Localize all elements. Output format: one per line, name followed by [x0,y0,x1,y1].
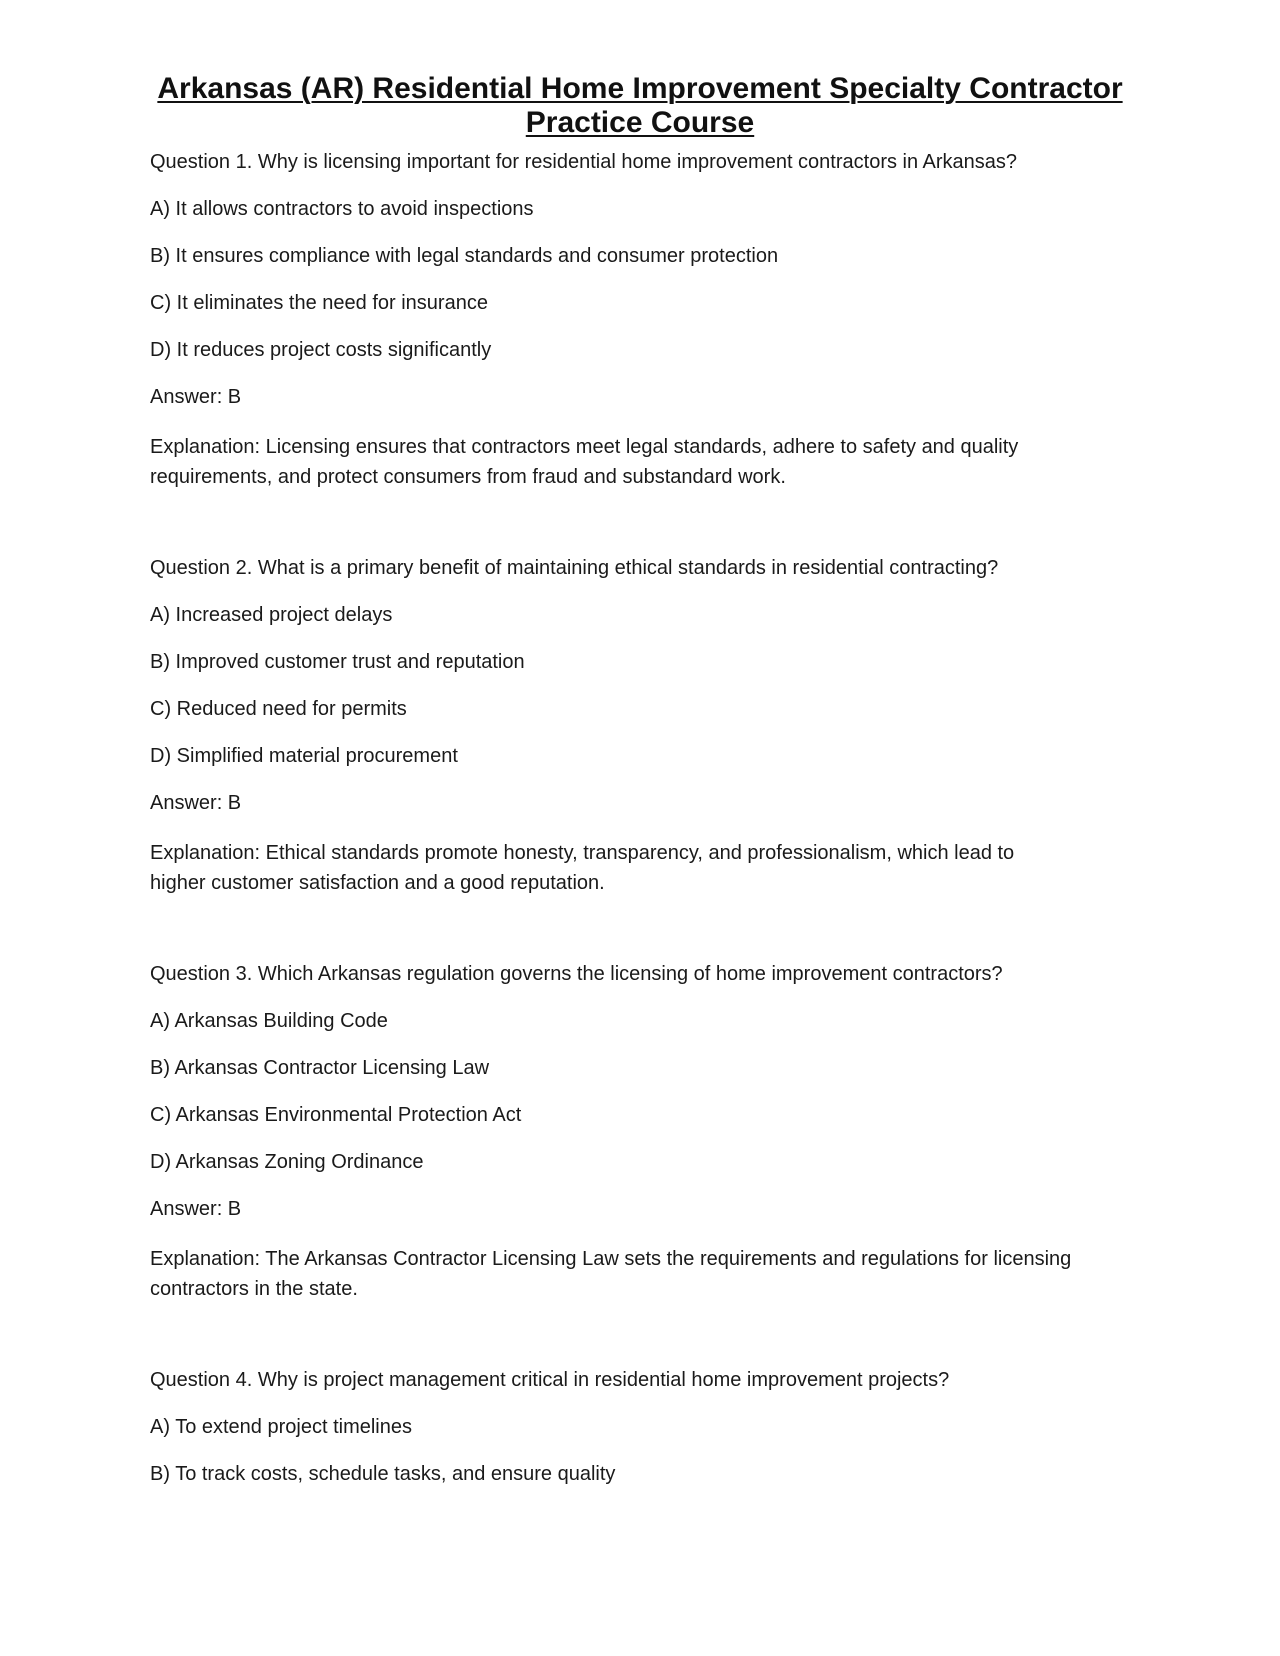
explanation-line-1: Explanation: Licensing ensures that contractors meet legal standards, adhere to safety and quality [150,436,1019,458]
option-a: A) Arkansas Building Code [150,1010,388,1032]
question-block-4 [150,1368,1130,1486]
option-b: B) To track costs, schedule tasks, and ensure quality [150,1463,616,1485]
question-text: Question 1. Why is licensing important for residential home improvement contractors in Arkansas? [150,151,1018,173]
explanation-line-2: contractors in the state. [150,1278,358,1300]
option-a: A) Increased project delays [150,604,393,626]
option-d: D) Arkansas Zoning Ordinance [150,1151,424,1173]
question-block-3 [150,962,1130,1304]
explanation-text [150,1244,1130,1304]
question-text: Question 2. What is a primary benefit of maintaining ethical standards in residential contracting? [150,557,999,579]
question-list [150,150,1130,1550]
question-block-2 [150,556,1130,898]
explanation-text [150,432,1130,492]
option-c: C) It eliminates the need for insurance [150,292,488,314]
option-a: A) To extend project timelines [150,1416,412,1438]
explanation-line-1: Explanation: The Arkansas Contractor Licensing Law sets the requirements and regulations for licensing [150,1248,1072,1270]
explanation-line-2: requirements, and protect consumers from fraud and substandard work. [150,466,786,488]
question-block-1 [150,150,1130,492]
option-d: D) It reduces project costs significantly [150,339,492,361]
document-title-line-1: Arkansas (AR) Residential Home Improvement Specialty Contractor [157,72,1123,105]
option-c: C) Arkansas Environmental Protection Act [150,1104,522,1126]
option-a: A) It allows contractors to avoid inspections [150,198,534,220]
option-b: B) It ensures compliance with legal standards and consumer protection [150,245,779,267]
option-b: B) Improved customer trust and reputation [150,651,525,673]
option-c: C) Reduced need for permits [150,698,407,720]
explanation-text [150,838,1130,898]
option-b: B) Arkansas Contractor Licensing Law [150,1057,490,1079]
document-title-line-2: Practice Course [525,106,755,139]
answer-text: Answer: B [150,386,242,408]
explanation-line-1: Explanation: Ethical standards promote honesty, transparency, and professionalism, which lead to [150,842,1015,864]
option-d: D) Simplified material procurement [150,745,458,767]
answer-text: Answer: B [150,1198,242,1220]
question-text: Question 4. Why is project management critical in residential home improvement projects? [150,1369,950,1391]
question-text: Question 3. Which Arkansas regulation governs the licensing of home improvement contractors? [150,963,1003,985]
document-title [100,72,1180,140]
answer-text: Answer: B [150,792,242,814]
explanation-line-2: higher customer satisfaction and a good reputation. [150,872,605,894]
